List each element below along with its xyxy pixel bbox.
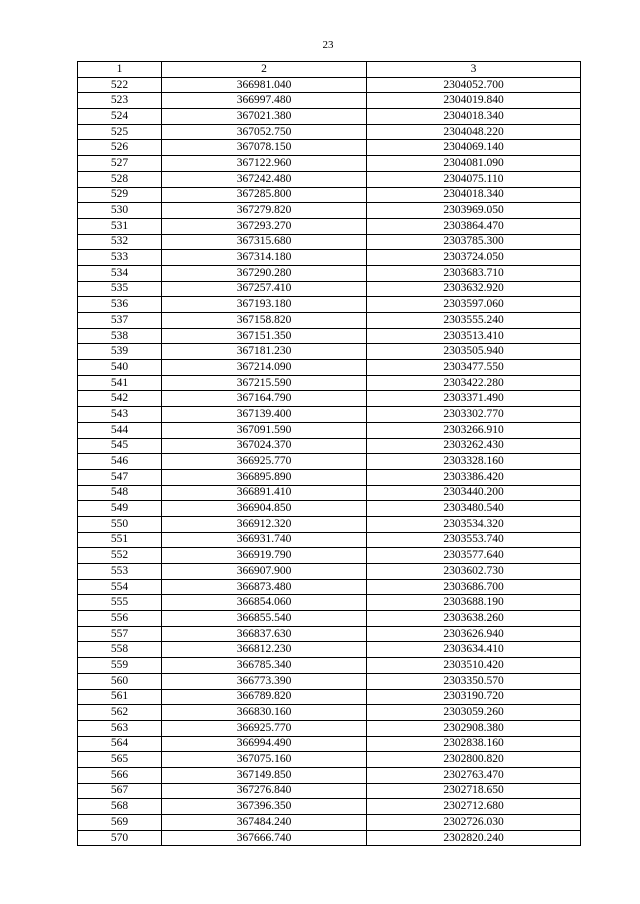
x-coordinate-cell: 367122.960 [162,156,367,172]
y-coordinate-cell: 2303059.260 [367,705,581,721]
y-coordinate-cell: 2303683.710 [367,265,581,281]
x-coordinate-cell: 367052.750 [162,124,367,140]
point-number-cell: 566 [78,767,162,783]
x-coordinate-cell: 367091.590 [162,422,367,438]
x-coordinate-cell: 366785.340 [162,658,367,674]
table-row [78,705,581,721]
y-coordinate-cell: 2303602.730 [367,564,581,580]
x-coordinate-cell: 367214.090 [162,360,367,376]
point-number-cell: 570 [78,830,162,846]
coordinates-table [77,61,581,846]
x-coordinate-cell: 367158.820 [162,313,367,329]
x-coordinate-cell: 366891.410 [162,485,367,501]
y-coordinate-cell: 2302838.160 [367,736,581,752]
table-row [78,407,581,423]
x-coordinate-cell: 367024.370 [162,438,367,454]
point-number-cell: 569 [78,815,162,831]
y-coordinate-cell: 2303688.190 [367,595,581,611]
table-row [78,611,581,627]
x-coordinate-cell: 367257.410 [162,281,367,297]
x-coordinate-cell: 367276.840 [162,783,367,799]
point-number-cell: 541 [78,375,162,391]
x-coordinate-cell: 367151.350 [162,328,367,344]
table-row [78,313,581,329]
x-coordinate-cell: 366830.160 [162,705,367,721]
y-coordinate-cell: 2303597.060 [367,297,581,313]
x-coordinate-cell: 367075.160 [162,752,367,768]
point-number-cell: 554 [78,579,162,595]
table-row [78,187,581,203]
table-row [78,626,581,642]
point-number-cell: 558 [78,642,162,658]
point-number-cell: 523 [78,93,162,109]
table-row [78,218,581,234]
table-body [78,77,581,846]
y-coordinate-cell: 2303477.550 [367,360,581,376]
table-row [78,234,581,250]
point-number-cell: 524 [78,109,162,125]
x-coordinate-cell: 367290.280 [162,265,367,281]
table-header-row [78,62,581,78]
x-coordinate-cell: 366925.770 [162,454,367,470]
x-coordinate-cell: 366997.480 [162,93,367,109]
y-coordinate-cell: 2304018.340 [367,187,581,203]
table-row [78,736,581,752]
y-coordinate-cell: 2302800.820 [367,752,581,768]
table-row [78,720,581,736]
point-number-cell: 542 [78,391,162,407]
y-coordinate-cell: 2302718.650 [367,783,581,799]
table-row [78,203,581,219]
y-coordinate-cell: 2304052.700 [367,77,581,93]
point-number-cell: 557 [78,626,162,642]
x-coordinate-cell: 367164.790 [162,391,367,407]
x-coordinate-cell: 367279.820 [162,203,367,219]
x-coordinate-cell: 367181.230 [162,344,367,360]
table-row [78,548,581,564]
column-header-2: 2 [162,62,367,78]
point-number-cell: 548 [78,485,162,501]
table-row [78,501,581,517]
point-number-cell: 528 [78,171,162,187]
table-row [78,454,581,470]
y-coordinate-cell: 2303302.770 [367,407,581,423]
point-number-cell: 565 [78,752,162,768]
y-coordinate-cell: 2304048.220 [367,124,581,140]
table-row [78,799,581,815]
point-number-cell: 545 [78,438,162,454]
point-number-cell: 527 [78,156,162,172]
point-number-cell: 568 [78,799,162,815]
table-row [78,752,581,768]
table-row [78,93,581,109]
y-coordinate-cell: 2303969.050 [367,203,581,219]
table-row [78,783,581,799]
table-row [78,767,581,783]
point-number-cell: 529 [78,187,162,203]
point-number-cell: 559 [78,658,162,674]
x-coordinate-cell: 367315.680 [162,234,367,250]
point-number-cell: 535 [78,281,162,297]
x-coordinate-cell: 367293.270 [162,218,367,234]
table-row [78,658,581,674]
point-number-cell: 537 [78,313,162,329]
y-coordinate-cell: 2303638.260 [367,611,581,627]
y-coordinate-cell: 2303513.410 [367,328,581,344]
x-coordinate-cell: 366773.390 [162,673,367,689]
page-number: 23 [322,39,334,51]
table-row [78,250,581,266]
y-coordinate-cell: 2303510.420 [367,658,581,674]
table-row [78,109,581,125]
column-header-1: 1 [78,62,162,78]
x-coordinate-cell: 366837.630 [162,626,367,642]
point-number-cell: 522 [78,77,162,93]
y-coordinate-cell: 2303534.320 [367,516,581,532]
table-row [78,642,581,658]
table-row [78,564,581,580]
point-number-cell: 551 [78,532,162,548]
y-coordinate-cell: 2303190.720 [367,689,581,705]
point-number-cell: 530 [78,203,162,219]
point-number-cell: 525 [78,124,162,140]
x-coordinate-cell: 367314.180 [162,250,367,266]
y-coordinate-cell: 2303350.570 [367,673,581,689]
point-number-cell: 567 [78,783,162,799]
table-row [78,265,581,281]
y-coordinate-cell: 2302820.240 [367,830,581,846]
y-coordinate-cell: 2304081.090 [367,156,581,172]
y-coordinate-cell: 2303386.420 [367,469,581,485]
y-coordinate-cell: 2304075.110 [367,171,581,187]
x-coordinate-cell: 366812.230 [162,642,367,658]
point-number-cell: 556 [78,611,162,627]
x-coordinate-cell: 366994.490 [162,736,367,752]
table-row [78,344,581,360]
y-coordinate-cell: 2304069.140 [367,140,581,156]
x-coordinate-cell: 367396.350 [162,799,367,815]
table-row [78,391,581,407]
y-coordinate-cell: 2303505.940 [367,344,581,360]
table-row [78,124,581,140]
y-coordinate-cell: 2303864.470 [367,218,581,234]
x-coordinate-cell: 366855.540 [162,611,367,627]
table-row [78,360,581,376]
point-number-cell: 543 [78,407,162,423]
y-coordinate-cell: 2303577.640 [367,548,581,564]
table-row [78,689,581,705]
x-coordinate-cell: 366981.040 [162,77,367,93]
point-number-cell: 546 [78,454,162,470]
y-coordinate-cell: 2303626.940 [367,626,581,642]
x-coordinate-cell: 367242.480 [162,171,367,187]
x-coordinate-cell: 367484.240 [162,815,367,831]
y-coordinate-cell: 2303328.160 [367,454,581,470]
table-row [78,595,581,611]
y-coordinate-cell: 2304018.340 [367,109,581,125]
column-header-3: 3 [367,62,581,78]
x-coordinate-cell: 366931.740 [162,532,367,548]
point-number-cell: 564 [78,736,162,752]
y-coordinate-cell: 2304019.840 [367,93,581,109]
y-coordinate-cell: 2302763.470 [367,767,581,783]
x-coordinate-cell: 366854.060 [162,595,367,611]
y-coordinate-cell: 2303632.920 [367,281,581,297]
y-coordinate-cell: 2303634.410 [367,642,581,658]
table-row [78,830,581,846]
y-coordinate-cell: 2302908.380 [367,720,581,736]
point-number-cell: 538 [78,328,162,344]
point-number-cell: 532 [78,234,162,250]
y-coordinate-cell: 2303480.540 [367,501,581,517]
y-coordinate-cell: 2303266.910 [367,422,581,438]
x-coordinate-cell: 367215.590 [162,375,367,391]
x-coordinate-cell: 367193.180 [162,297,367,313]
y-coordinate-cell: 2303422.280 [367,375,581,391]
point-number-cell: 555 [78,595,162,611]
table-row [78,485,581,501]
table-row [78,328,581,344]
table-row [78,469,581,485]
x-coordinate-cell: 366904.850 [162,501,367,517]
table-row [78,422,581,438]
table-row [78,171,581,187]
point-number-cell: 553 [78,564,162,580]
table-row [78,77,581,93]
point-number-cell: 550 [78,516,162,532]
y-coordinate-cell: 2303724.050 [367,250,581,266]
table-row [78,532,581,548]
x-coordinate-cell: 366873.480 [162,579,367,595]
x-coordinate-cell: 367021.380 [162,109,367,125]
point-number-cell: 544 [78,422,162,438]
x-coordinate-cell: 367149.850 [162,767,367,783]
point-number-cell: 562 [78,705,162,721]
y-coordinate-cell: 2303262.430 [367,438,581,454]
x-coordinate-cell: 366789.820 [162,689,367,705]
x-coordinate-cell: 366895.890 [162,469,367,485]
x-coordinate-cell: 367078.150 [162,140,367,156]
x-coordinate-cell: 366912.320 [162,516,367,532]
table-row [78,140,581,156]
point-number-cell: 540 [78,360,162,376]
x-coordinate-cell: 367139.400 [162,407,367,423]
y-coordinate-cell: 2302726.030 [367,815,581,831]
point-number-cell: 536 [78,297,162,313]
x-coordinate-cell: 367285.800 [162,187,367,203]
point-number-cell: 549 [78,501,162,517]
table-row [78,438,581,454]
point-number-cell: 539 [78,344,162,360]
point-number-cell: 563 [78,720,162,736]
point-number-cell: 561 [78,689,162,705]
x-coordinate-cell: 366925.770 [162,720,367,736]
y-coordinate-cell: 2303686.700 [367,579,581,595]
table-row [78,815,581,831]
table-row [78,297,581,313]
y-coordinate-cell: 2303553.740 [367,532,581,548]
table-row [78,673,581,689]
point-number-cell: 560 [78,673,162,689]
table-row [78,375,581,391]
table-row [78,579,581,595]
y-coordinate-cell: 2302712.680 [367,799,581,815]
x-coordinate-cell: 366907.900 [162,564,367,580]
y-coordinate-cell: 2303555.240 [367,313,581,329]
y-coordinate-cell: 2303440.200 [367,485,581,501]
point-number-cell: 534 [78,265,162,281]
point-number-cell: 552 [78,548,162,564]
point-number-cell: 547 [78,469,162,485]
point-number-cell: 526 [78,140,162,156]
table-row [78,281,581,297]
point-number-cell: 533 [78,250,162,266]
table-row [78,516,581,532]
point-number-cell: 531 [78,218,162,234]
x-coordinate-cell: 366919.790 [162,548,367,564]
table-row [78,156,581,172]
y-coordinate-cell: 2303371.490 [367,391,581,407]
x-coordinate-cell: 367666.740 [162,830,367,846]
y-coordinate-cell: 2303785.300 [367,234,581,250]
